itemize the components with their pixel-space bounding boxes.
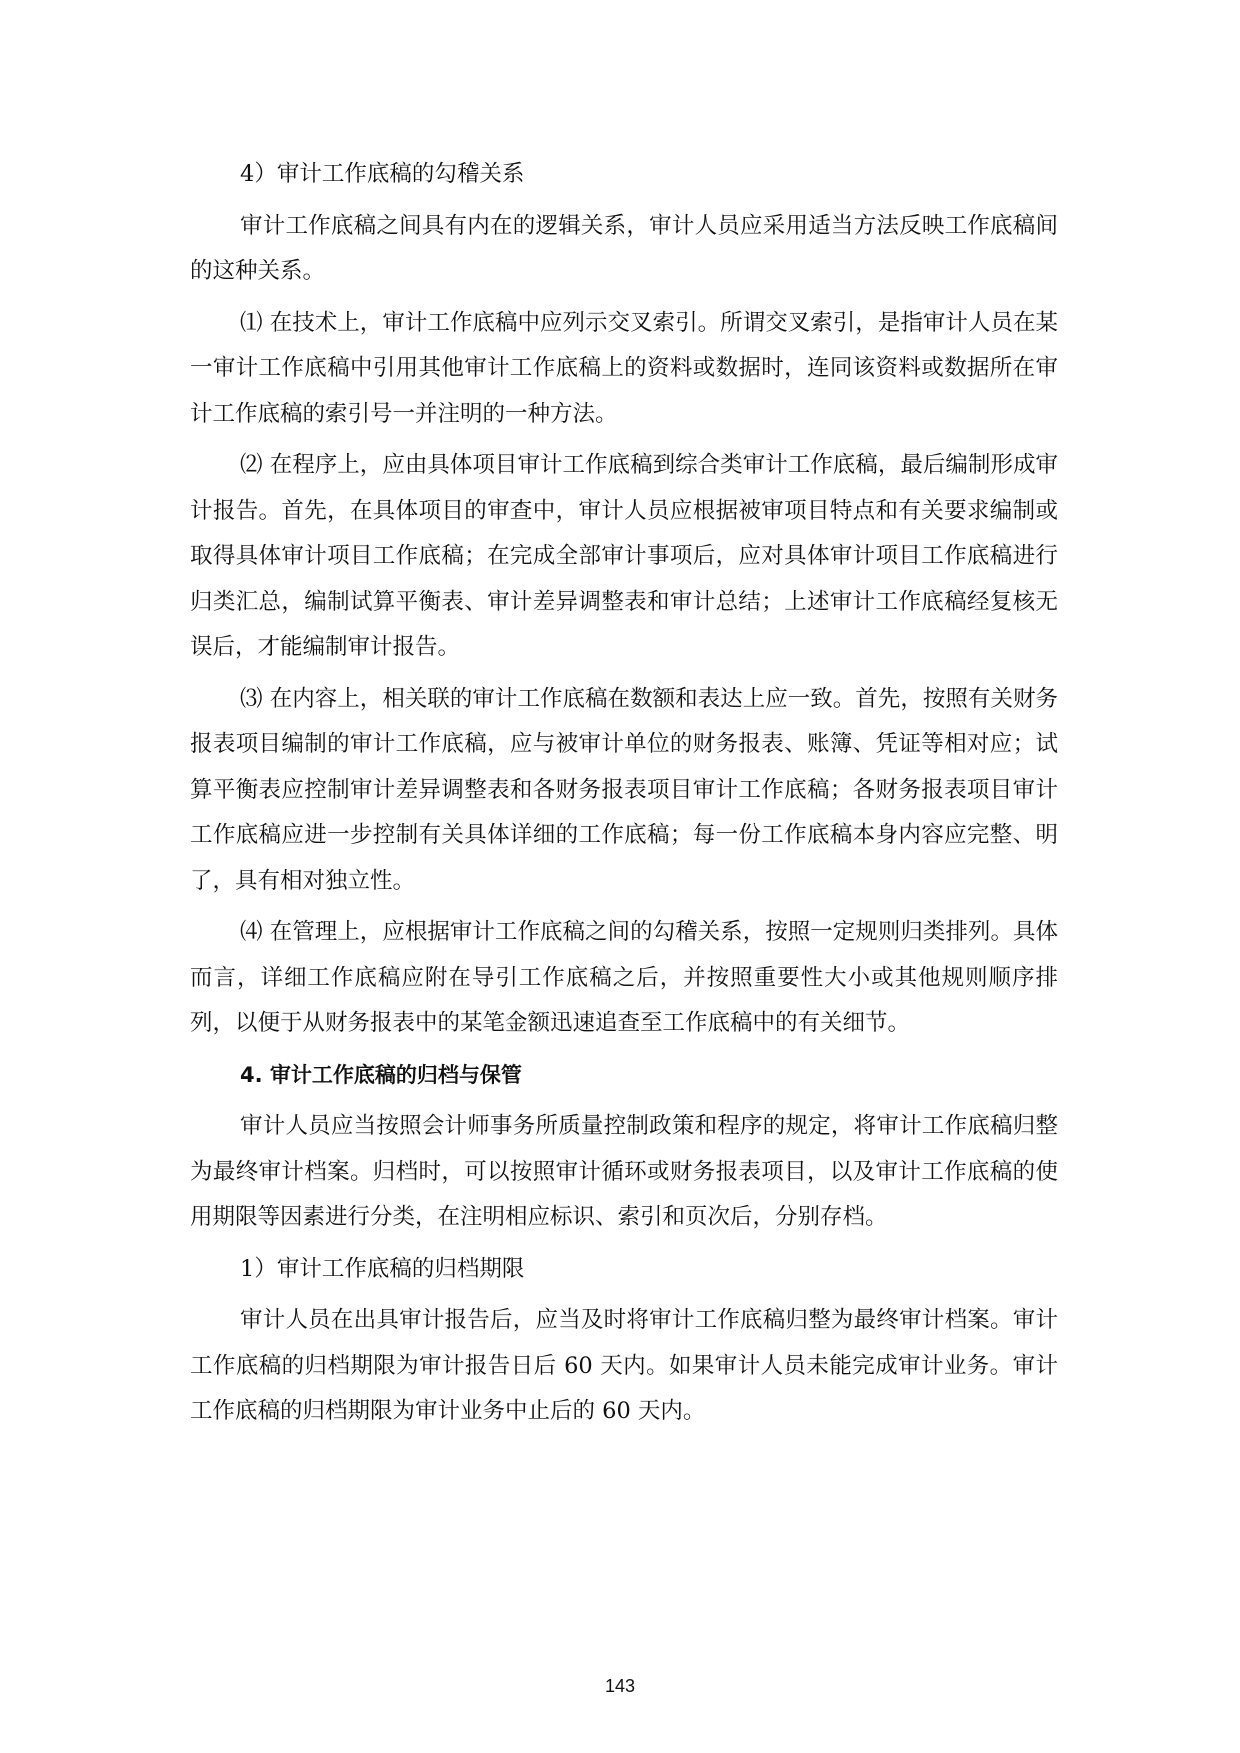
paragraph: 审计人员在出具审计报告后，应当及时将审计工作底稿归整为最终审计档案。审计工作底稿的归档期限为审计报告日后 60 天内。如果审计人员未能完成审计业务。审计工作底稿的归档期限为审计业务中止后的 60 天内。 bbox=[190, 1307, 1058, 1424]
paragraph-item-2: ⑵ 在程序上，应由具体项目审计工作底稿到综合类审计工作底稿，最后编制形成审计报告。首先，在具体项目的审查中，审计人员应根据被审项目特点和有关要求编制或取得具体审计项目工作底稿；在完成全部审计事项后，应对具体审计项目工作底稿进行归类汇总，编制试算平衡表、审计差异调整表和审计总结；上述审计工作底稿经复核无误后，才能编制审计报告。 bbox=[190, 452, 1058, 660]
subheading-cross-reference: 4）审计工作底稿的勾稽关系 bbox=[240, 161, 525, 187]
subheading-archiving-period: 1）审计工作底稿的归档期限 bbox=[240, 1255, 525, 1282]
section-heading: 4. 审计工作底稿的归档与保管 bbox=[240, 1062, 522, 1087]
paragraph-item-1: ⑴ 在技术上，审计工作底稿中应列示交叉索引。所谓交叉索引，是指审计人员在某一审计工作底稿中引用其他审计工作底稿上的资料或数据时，连同该资料或数据所在审计工作底稿的索引号一并注明的一种方法。 bbox=[190, 309, 1058, 427]
paragraph: 审计工作底稿之间具有内在的逻辑关系，审计人员应采用适当方法反映工作底稿间的这种关系。 bbox=[190, 212, 1058, 284]
page-number: 143 bbox=[604, 1676, 636, 1696]
paragraph-item-4: ⑷ 在管理上，应根据审计工作底稿之间的勾稽关系，按照一定规则归类排列。具体而言，详细工作底稿应附在导引工作底稿之后，并按照重要性大小或其他规则顺序排列，以便于从财务报表中的某笔金额迅速追查至工作底稿中的有关细节。 bbox=[190, 919, 1058, 1036]
document-body bbox=[190, 152, 1058, 1441]
paragraph: 审计人员应当按照会计师事务所质量控制政策和程序的规定，将审计工作底稿归整为最终审计档案。归档时，可以按照审计循环或财务报表项目，以及审计工作底稿的使用期限等因素进行分类，在注明相应标识、索引和页次后，分别存档。 bbox=[190, 1113, 1058, 1230]
paragraph-item-3: ⑶ 在内容上，相关联的审计工作底稿在数额和表达上应一致。首先，按照有关财务报表项目编制的审计工作底稿，应与被审计单位的财务报表、账簿、凭证等相对应；试算平衡表应控制审计差异调整表和各财务报表项目审计工作底稿；各财务报表项目审计工作底稿应进一步控制有关具体详细的工作底稿；每一份工作底稿本身内容应完整、明了，具有相对独立性。 bbox=[190, 685, 1058, 894]
